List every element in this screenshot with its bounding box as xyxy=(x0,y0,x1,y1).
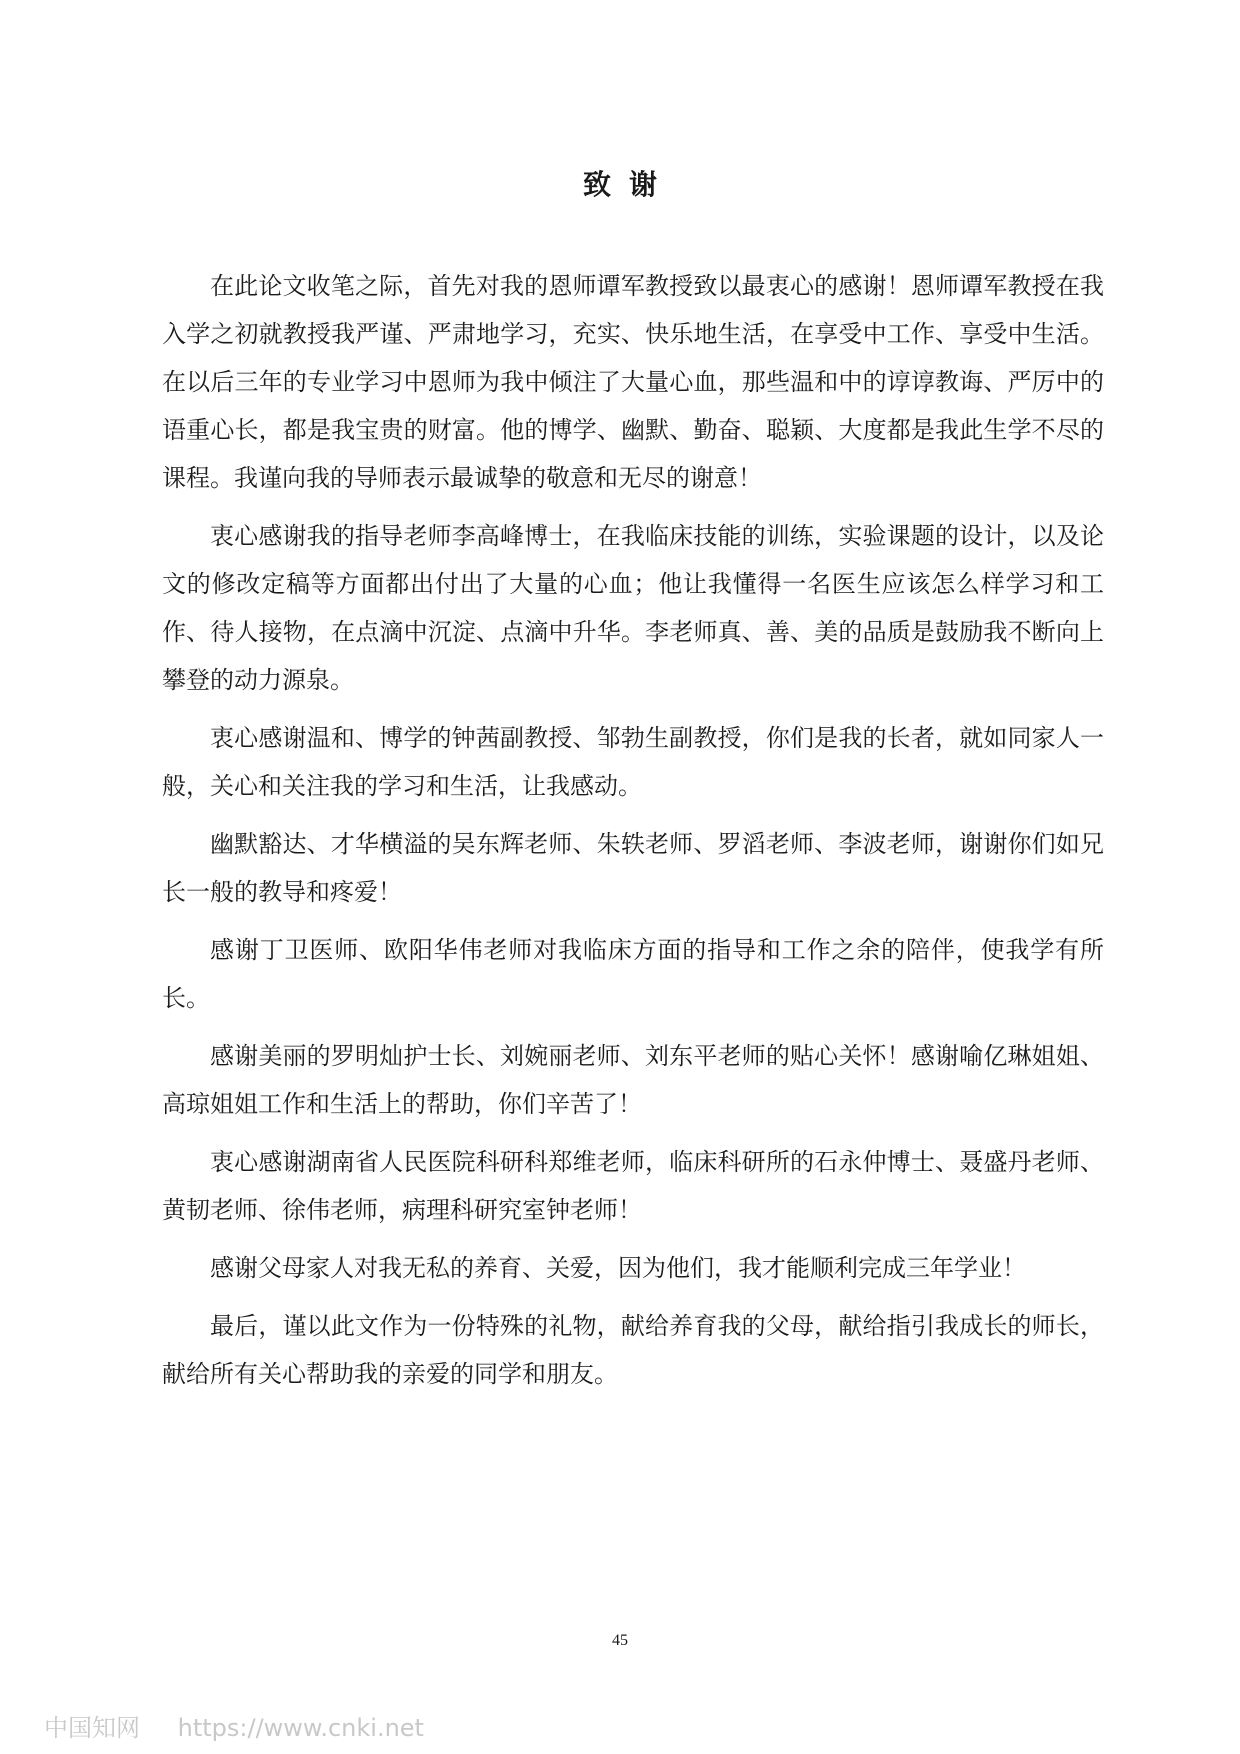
paragraph: 在此论文收笔之际，首先对我的恩师谭军教授致以最衷心的感谢！恩师谭军教授在我入学之初就教授我严谨、严肃地学习，充实、快乐地生活，在享受中工作、享受中生活。在以后三年的专业学习中恩师为我中倾注了大量心血，那些温和中的谆谆教诲、严厉中的语重心长，都是我宝贵的财富。他的博学、幽默、勤奋、聪颖、大度都是我此生学不尽的课程。我谨向我的导师表示最诚挚的敬意和无尽的谢意！ xyxy=(162,272,1104,492)
page-number: 45 xyxy=(612,1632,628,1649)
watermark xyxy=(44,1708,424,1743)
paragraph: 衷心感谢湖南省人民医院科研科郑维老师，临床科研所的石永仲博士、聂盛丹老师、黄韧老师、徐伟老师，病理科研究室钟老师！ xyxy=(162,1148,1104,1224)
paragraph: 感谢美丽的罗明灿护士长、刘婉丽老师、刘东平老师的贴心关怀！感谢喻亿琳姐姐、高琼姐姐工作和生活上的帮助，你们辛苦了！ xyxy=(162,1042,1104,1118)
paragraph: 感谢丁卫医师、欧阳华伟老师对我临床方面的指导和工作之余的陪伴，使我学有所长。 xyxy=(162,936,1104,1012)
watermark-url: https://www.cnki.net xyxy=(177,1714,424,1742)
paragraph: 衷心感谢温和、博学的钟茜副教授、邹勃生副教授，你们是我的长者，就如同家人一般，关心和关注我的学习和生活，让我感动。 xyxy=(162,724,1104,800)
watermark-brand: 中国知网 xyxy=(44,1714,140,1742)
page-title: 致谢 xyxy=(582,168,675,201)
paragraph: 感谢父母家人对我无私的养育、关爱，因为他们，我才能顺利完成三年学业！ xyxy=(210,1254,1026,1282)
paragraph: 衷心感谢我的指导老师李高峰博士，在我临床技能的训练，实验课题的设计，以及论文的修改定稿等方面都出付出了大量的心血；他让我懂得一名医生应该怎么样学习和工作、待人接物，在点滴中沉淀、点滴中升华。李老师真、善、美的品质是鼓励我不断向上攀登的动力源泉。 xyxy=(162,522,1104,694)
acknowledgement-body xyxy=(162,262,1104,1408)
paragraph: 最后，谨以此文作为一份特殊的礼物，献给养育我的父母，献给指引我成长的师长，献给所有关心帮助我的亲爱的同学和朋友。 xyxy=(162,1312,1104,1388)
paragraph: 幽默豁达、才华横溢的吴东辉老师、朱轶老师、罗滔老师、李波老师，谢谢你们如兄长一般的教导和疼爱！ xyxy=(162,830,1104,906)
